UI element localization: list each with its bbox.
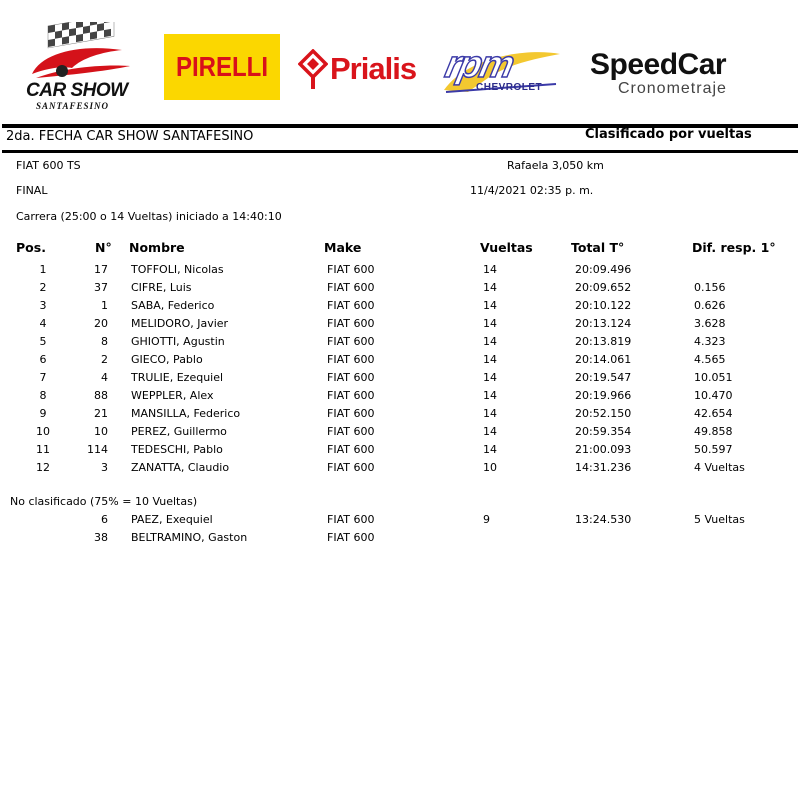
cell-laps: 14 (483, 389, 497, 402)
cell-make: FIAT 600 (327, 281, 375, 294)
cell-position: 1 (39, 263, 47, 276)
cell-make: FIAT 600 (327, 317, 375, 330)
cell-laps: 14 (483, 443, 497, 456)
cell-laps: 14 (483, 371, 497, 384)
cell-difference: 10.470 (694, 389, 733, 402)
cell-make: FIAT 600 (327, 443, 375, 456)
cell-car-number: 1 (101, 299, 108, 312)
cell-car-number: 21 (94, 407, 108, 420)
cell-total-time: 20:09.496 (575, 263, 632, 276)
car-show-subtitle: SANTAFESINO (36, 101, 110, 111)
cell-laps: 14 (483, 353, 497, 366)
prialis-logo (298, 48, 428, 92)
cell-make: FIAT 600 (327, 513, 375, 526)
cell-laps: 14 (483, 317, 497, 330)
cell-total-time: 20:09.652 (575, 281, 632, 294)
cell-laps: 14 (483, 299, 497, 312)
cell-driver-name: GIECO, Pablo (131, 353, 203, 366)
cell-make: FIAT 600 (327, 531, 375, 544)
cell-car-number: 8 (101, 335, 108, 348)
column-header-pos: Pos. (16, 240, 46, 255)
session-label: FINAL (16, 184, 48, 197)
cell-make: FIAT 600 (327, 461, 375, 474)
cell-car-number: 10 (94, 425, 108, 438)
cell-difference: 4 Vueltas (694, 461, 745, 474)
cell-laps: 14 (483, 263, 497, 276)
cell-driver-name: GHIOTTI, Agustin (131, 335, 225, 348)
cell-difference: 0.156 (694, 281, 726, 294)
cell-difference: 3.628 (694, 317, 726, 330)
category-label: FIAT 600 TS (16, 159, 81, 172)
cell-position: 4 (39, 317, 47, 330)
cell-difference: 5 Vueltas (694, 513, 745, 526)
cell-make: FIAT 600 (327, 389, 375, 402)
cell-laps: 14 (483, 407, 497, 420)
cell-make: FIAT 600 (327, 299, 375, 312)
cell-driver-name: TRULIE, Ezequiel (131, 371, 224, 384)
column-header-make: Make (324, 240, 362, 255)
cell-car-number: 37 (94, 281, 108, 294)
race-description: Carrera (25:00 o 14 Vueltas) iniciado a 14:40:10 (16, 210, 282, 223)
cell-total-time: 14:31.236 (575, 461, 632, 474)
column-header-diff: Dif. resp. 1° (692, 240, 776, 255)
cell-difference: 49.858 (694, 425, 733, 438)
rpm-wordmark: rpm (441, 44, 517, 86)
cell-total-time: 20:19.547 (575, 371, 632, 384)
cell-position: 3 (39, 299, 47, 312)
checkered-flag-car-icon (22, 22, 140, 84)
column-header-name: Nombre (129, 240, 185, 255)
cell-car-number: 2 (101, 353, 108, 366)
cell-car-number: 3 (101, 461, 108, 474)
cell-position: 7 (39, 371, 47, 384)
cell-make: FIAT 600 (327, 263, 375, 276)
cell-car-number: 20 (94, 317, 108, 330)
cell-laps: 9 (483, 513, 490, 526)
classification-label: Clasificado por vueltas (585, 127, 752, 142)
cell-car-number: 38 (94, 531, 108, 544)
cell-car-number: 114 (87, 443, 108, 456)
cell-car-number: 6 (101, 513, 108, 526)
event-title: 2da. FECHA CAR SHOW SANTAFESINO (6, 129, 254, 144)
prialis-emblem-icon (298, 49, 328, 91)
rpm-subtitle: CHEVROLET (476, 82, 543, 93)
cell-difference: 0.626 (694, 299, 726, 312)
rpm-chevrolet-logo (438, 44, 564, 100)
cell-total-time: 20:59.354 (575, 425, 632, 438)
cell-total-time: 20:13.124 (575, 317, 632, 330)
cell-make: FIAT 600 (327, 353, 375, 366)
datetime-label: 11/4/2021 02:35 p. m. (470, 184, 594, 197)
pirelli-wordmark: PIRELLI (175, 51, 268, 83)
header-divider (2, 150, 798, 153)
speedcar-wordmark: SpeedCar (590, 48, 727, 81)
cell-driver-name: ZANATTA, Claudio (131, 461, 230, 474)
cell-car-number: 4 (101, 371, 108, 384)
cell-total-time: 20:10.122 (575, 299, 632, 312)
cell-make: FIAT 600 (327, 425, 375, 438)
cell-driver-name: TOFFOLI, Nicolas (131, 263, 224, 276)
cell-position: 2 (39, 281, 47, 294)
pirelli-logo (164, 34, 280, 100)
prialis-wordmark: Prialis (330, 51, 417, 86)
cell-car-number: 88 (94, 389, 108, 402)
column-header-laps: Vueltas (480, 240, 533, 255)
car-show-title: CAR SHOW (26, 80, 128, 101)
cell-driver-name: BELTRAMINO, Gaston (131, 531, 248, 544)
cell-difference: 4.565 (694, 353, 726, 366)
cell-total-time: 20:52.150 (575, 407, 632, 420)
cell-position: 9 (39, 407, 47, 420)
cell-make: FIAT 600 (327, 407, 375, 420)
cell-difference: 4.323 (694, 335, 726, 348)
cell-driver-name: PEREZ, Guillermo (131, 425, 227, 438)
cell-difference: 42.654 (694, 407, 733, 420)
column-header-total-time: Total T° (571, 240, 625, 255)
cell-driver-name: TEDESCHI, Pablo (131, 443, 223, 456)
column-header-number: N° (95, 240, 112, 255)
cell-position: 6 (39, 353, 47, 366)
cell-laps: 14 (483, 335, 497, 348)
cell-laps: 14 (483, 281, 497, 294)
not-classified-label: No clasificado (75% = 10 Vueltas) (10, 495, 198, 508)
cell-total-time: 20:14.061 (575, 353, 632, 366)
cell-driver-name: MELIDORO, Javier (131, 317, 229, 330)
speedcar-subtitle: Cronometraje (618, 80, 727, 97)
cell-car-number: 17 (94, 263, 108, 276)
cell-position: 11 (36, 443, 50, 456)
cell-position: 5 (39, 335, 47, 348)
cell-position: 8 (39, 389, 47, 402)
cell-total-time: 20:19.966 (575, 389, 632, 402)
cell-total-time: 21:00.093 (575, 443, 632, 456)
cell-difference: 10.051 (694, 371, 733, 384)
car-show-logo (22, 22, 140, 114)
cell-driver-name: SABA, Federico (131, 299, 215, 312)
cell-driver-name: CIFRE, Luis (131, 281, 192, 294)
cell-difference: 50.597 (694, 443, 733, 456)
cell-position: 10 (36, 425, 50, 438)
cell-driver-name: WEPPLER, Alex (131, 389, 214, 402)
cell-make: FIAT 600 (327, 335, 375, 348)
cell-position: 12 (36, 461, 50, 474)
speedcar-logo (588, 48, 793, 103)
track-label: Rafaela 3,050 km (507, 159, 604, 172)
cell-total-time: 13:24.530 (575, 513, 632, 526)
cell-total-time: 20:13.819 (575, 335, 632, 348)
cell-driver-name: MANSILLA, Federico (131, 407, 241, 420)
cell-laps: 10 (483, 461, 497, 474)
cell-laps: 14 (483, 425, 497, 438)
cell-driver-name: PAEZ, Exequiel (131, 513, 213, 526)
cell-make: FIAT 600 (327, 371, 375, 384)
